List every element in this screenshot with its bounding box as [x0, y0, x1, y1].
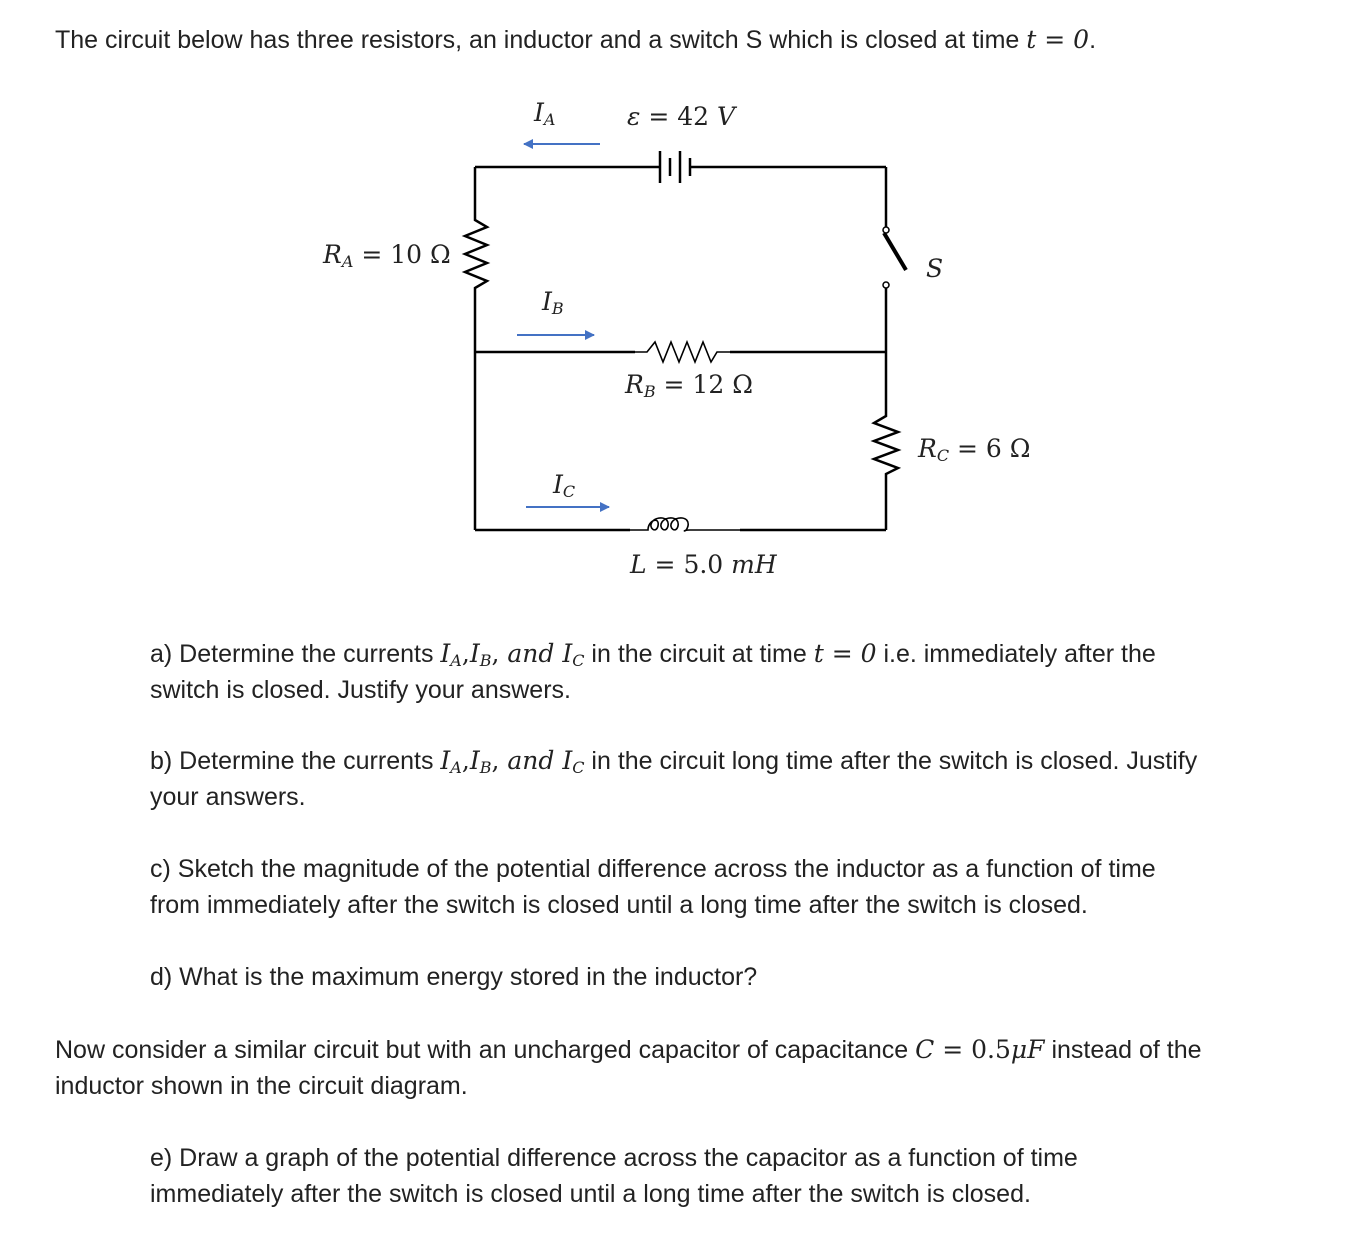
intro-text: The circuit below has three resistors, an inductor and a switch S which is closed at time t = 0. [55, 25, 1097, 54]
capacitor-paragraph: Now consider a similar circuit but with an uncharged capacitor of capacitance C = 0.5μF instead of the inductor shown in the circuit diagram. [55, 1035, 1202, 1100]
resistor-b-icon [635, 342, 730, 362]
question-b: b) Determine the currents $I_A,I_B$, and $I_C$ in the circuit long time after the switch is closed. Justify your answers. [150, 746, 1198, 811]
inductor-icon [630, 518, 740, 531]
label-ra: $R_A = 10$ Ω [323, 240, 451, 271]
question-a: a) Determine the currents $I_A,I_B$, and $I_C$ in the circuit at time t = 0 i.e. immediately after the switch is closed. Justify your answers. [150, 639, 1156, 704]
label-ib: $I_B$ [542, 287, 564, 318]
battery-icon [650, 151, 702, 183]
resistor-a-icon [465, 212, 487, 298]
switch-terminal-bottom [883, 282, 889, 288]
label-rb: $R_B = 12$ Ω [625, 370, 753, 401]
label-switch: S [926, 254, 944, 283]
question-d: d) What is the maximum energy stored in the inductor? [150, 963, 758, 991]
label-ia: $I_A$ [534, 98, 556, 129]
label-emf: ε = 42 V [627, 102, 736, 131]
label-rc: $R_C = 6$ Ω [918, 434, 1031, 465]
intro-equation: t = 0 [1026, 25, 1090, 54]
resistor-c-icon [874, 410, 898, 482]
question-e: e) Draw a graph of the potential difference across the capacitor as a function of time immediately after the switch is closed until a long time after the switch is closed. [150, 1144, 1078, 1208]
question-c: c) Sketch the magnitude of the potential difference across the inductor as a function of time from immediately after the switch is closed until a long time after the switch is closed. [150, 855, 1156, 919]
circuit-diagram [0, 0, 1348, 600]
label-ic: $I_C$ [553, 470, 576, 501]
switch-terminal-top [883, 227, 889, 233]
label-inductor: L = 5.0 mH [630, 550, 777, 579]
switch-icon [884, 233, 906, 270]
